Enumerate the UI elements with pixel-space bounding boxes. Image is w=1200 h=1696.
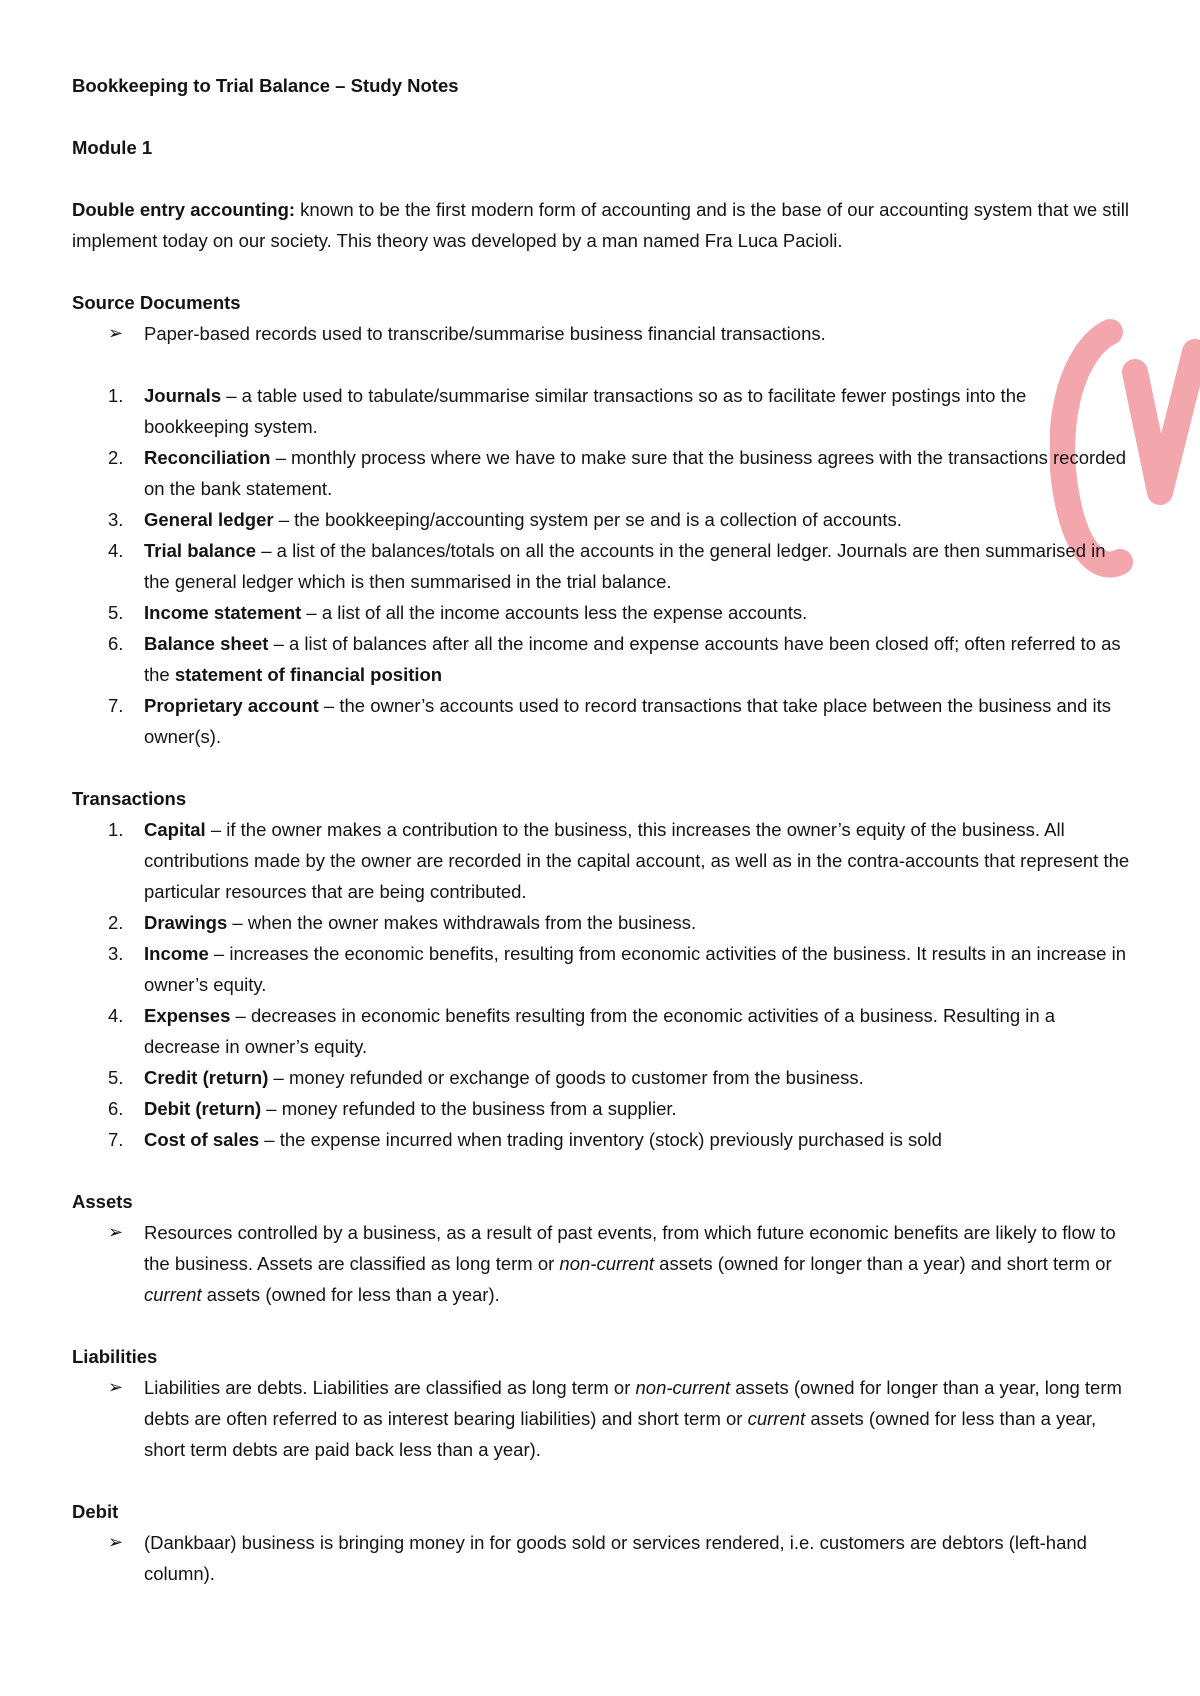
arrow-bullet-icon: ➢ <box>108 1222 124 1242</box>
assets-section <box>72 1186 1132 1310</box>
list-text: – a list of all the income accounts less the expense accounts. <box>301 602 808 623</box>
list-text: – when the owner makes withdrawals from the business. <box>227 912 697 933</box>
debit-bullet <box>72 1527 1132 1589</box>
list-term: Income statement <box>144 602 302 623</box>
list-number: 2. <box>108 912 124 933</box>
list-text: – a table used to tabulate/summarise similar transactions so as to facilitate fewer postings into the bookkeeping system. <box>144 385 1027 437</box>
bullet-text: assets (owned for longer than a year) and short term or <box>654 1253 1112 1274</box>
liabilities-heading: Liabilities <box>72 1346 158 1367</box>
transactions-list <box>72 814 1132 1155</box>
list-number: 1. <box>108 385 124 406</box>
list-term: Capital <box>144 819 206 840</box>
watermark-stroke-v <box>1135 352 1195 492</box>
list-term: Balance sheet <box>144 633 269 654</box>
bullet-emphasis: non-current <box>559 1253 655 1274</box>
list-text: – increases the economic benefits, resulting from economic activities of the business. It results in an increase in owner’s equity. <box>144 943 1127 995</box>
list-text: – money refunded to the business from a supplier. <box>261 1098 677 1119</box>
list-item <box>72 628 1132 690</box>
assets-bullet <box>72 1217 1132 1310</box>
list-term: Credit (return) <box>144 1067 269 1088</box>
list-number: 5. <box>108 1067 124 1088</box>
list-number: 7. <box>108 1129 124 1150</box>
list-term: Debit (return) <box>144 1098 262 1119</box>
document-content <box>72 70 1132 1620</box>
list-number: 1. <box>108 819 124 840</box>
arrow-bullet-icon: ➢ <box>108 1532 124 1552</box>
list-item <box>72 504 1132 535</box>
list-term: General ledger <box>144 509 274 530</box>
list-number: 4. <box>108 540 124 561</box>
list-item <box>72 690 1132 752</box>
list-item <box>72 597 1132 628</box>
list-text: – the expense incurred when trading inventory (stock) previously purchased is sold <box>259 1129 942 1150</box>
list-number: 7. <box>108 695 124 716</box>
transactions-section <box>72 783 1132 1155</box>
list-number: 3. <box>108 943 124 964</box>
list-term: Trial balance <box>144 540 257 561</box>
list-item <box>72 535 1132 597</box>
list-item <box>72 1000 1132 1062</box>
bullet-text: assets (owned for longer than a year, long term debts are often referred to as interest bearing liabilities) and short term or <box>144 1377 1122 1429</box>
document-title: Bookkeeping to Trial Balance – Study Notes <box>72 75 459 96</box>
list-number: 4. <box>108 1005 124 1026</box>
debit-section <box>72 1496 1132 1589</box>
bullet-text: Liabilities are debts. Liabilities are classified as long term or <box>144 1377 636 1398</box>
list-number: 5. <box>108 602 124 623</box>
double-entry-text: known to be the first modern form of accounting and is the base of our accounting system that we still implement today on our society. This theory was developed by a man named Fra Luca Pacioli. <box>72 199 1130 251</box>
assets-heading: Assets <box>72 1191 133 1212</box>
module-heading: Module 1 <box>72 137 153 158</box>
list-text: – a list of balances after all the income and expense accounts have been closed off; often referred to as the <box>144 633 1121 685</box>
list-number: 3. <box>108 509 124 530</box>
bullet-emphasis: non-current <box>635 1377 731 1398</box>
list-text: – monthly process where we have to make sure that the business agrees with the transactions recorded on the bank statement. <box>144 447 1127 499</box>
list-term: Cost of sales <box>144 1129 260 1150</box>
arrow-bullet-icon: ➢ <box>108 323 124 343</box>
bullet-text: assets (owned for less than a year). <box>201 1284 500 1305</box>
list-term: Drawings <box>144 912 228 933</box>
list-item <box>72 814 1132 907</box>
list-number: 6. <box>108 1098 124 1119</box>
source-documents-section <box>72 287 1132 752</box>
transactions-heading: Transactions <box>72 788 187 809</box>
list-term: Income <box>144 943 209 964</box>
source-documents-heading: Source Documents <box>72 292 241 313</box>
list-item <box>72 907 1132 938</box>
list-item <box>72 1124 1132 1155</box>
list-term-secondary: statement of financial position <box>174 664 443 685</box>
double-entry-paragraph <box>72 194 1132 256</box>
debit-heading: Debit <box>72 1501 119 1522</box>
bullet-text: Resources controlled by a business, as a result of past events, from which future economic benefits are likely to flow to the business. Assets are classified as long term or <box>144 1222 1116 1274</box>
arrow-bullet-icon: ➢ <box>108 1377 124 1397</box>
list-text: – the bookkeeping/accounting system per se and is a collection of accounts. <box>273 509 902 530</box>
bullet-text: Paper-based records used to transcribe/summarise business financial transactions. <box>144 323 826 344</box>
list-number: 2. <box>108 447 124 468</box>
bullet-text: (Dankbaar) business is bringing money in for goods sold or services rendered, i.e. customers are debtors (left-hand column). <box>144 1532 1087 1584</box>
list-term: Proprietary account <box>144 695 319 716</box>
list-text: – the owner’s accounts used to record transactions that take place between the business and its owner(s). <box>144 695 1111 747</box>
source-documents-list <box>72 380 1132 752</box>
liabilities-section <box>72 1341 1132 1465</box>
list-text: – a list of the balances/totals on all the accounts in the general ledger. Journals are then summarised in the general ledger which is then summarised in the trial balance. <box>144 540 1106 592</box>
list-item <box>72 1093 1132 1124</box>
list-number: 6. <box>108 633 124 654</box>
source-documents-bullet <box>72 318 1132 349</box>
list-item <box>72 1062 1132 1093</box>
bullet-emphasis: current <box>747 1408 806 1429</box>
list-item <box>72 938 1132 1000</box>
list-item <box>72 380 1132 442</box>
list-text: – if the owner makes a contribution to the business, this increases the owner’s equity of the business. All contributions made by the owner are recorded in the capital account, as well as in the contra-accounts that represent the particular resources that are being contributed. <box>144 819 1130 902</box>
bullet-emphasis: current <box>144 1284 202 1305</box>
list-item <box>72 442 1132 504</box>
double-entry-term: Double entry accounting: <box>72 199 296 220</box>
list-term: Journals <box>144 385 222 406</box>
list-term: Reconciliation <box>144 447 271 468</box>
list-text: – money refunded or exchange of goods to customer from the business. <box>268 1067 864 1088</box>
list-text: – decreases in economic benefits resulting from the economic activities of a business. Resulting in a decrease in owner’s equity. <box>144 1005 1056 1057</box>
bullet-text: assets (owned for less than a year, short term debts are paid back less than a year). <box>144 1408 1097 1460</box>
liabilities-bullet <box>72 1372 1132 1465</box>
list-term: Expenses <box>144 1005 231 1026</box>
